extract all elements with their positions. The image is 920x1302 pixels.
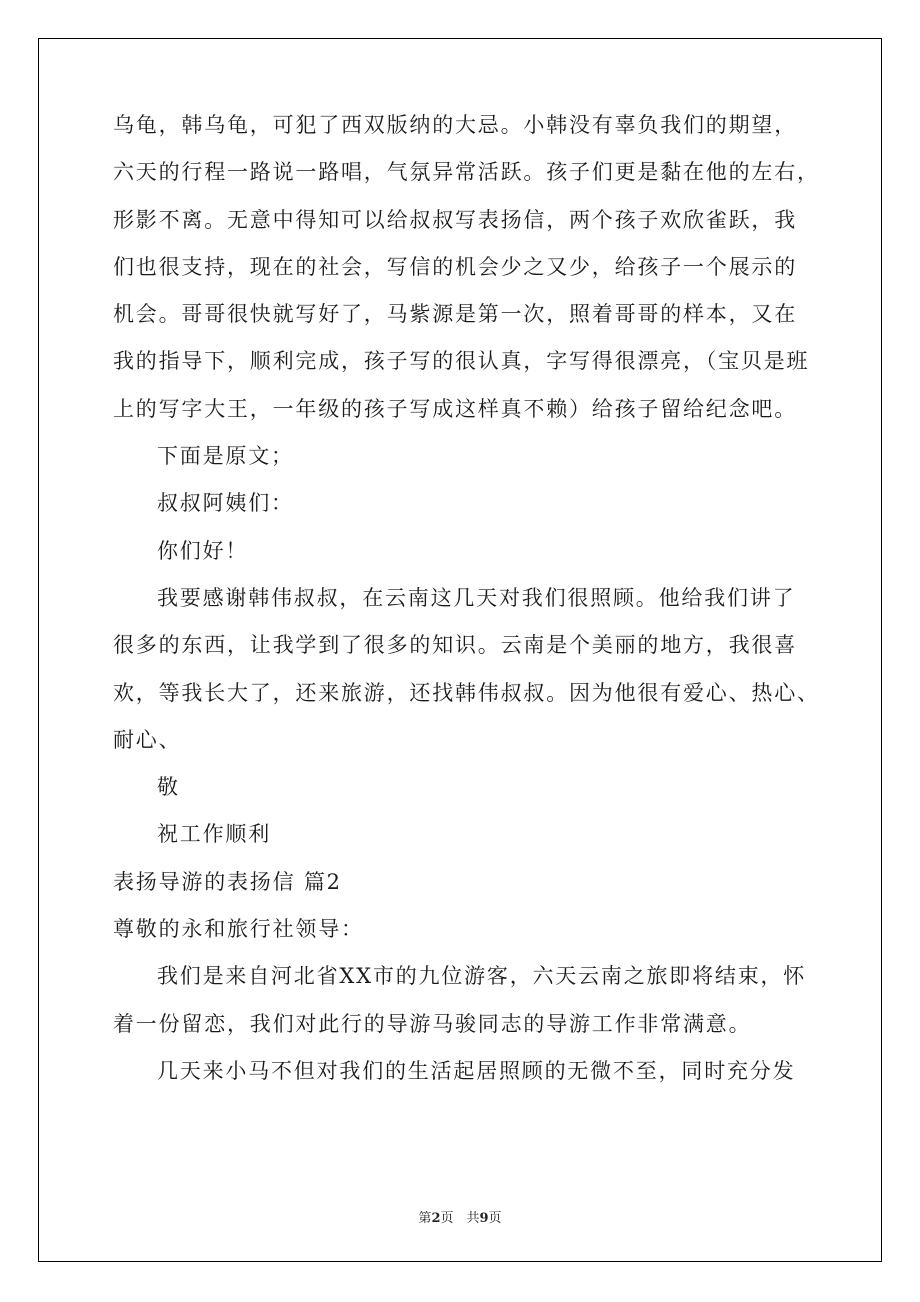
text-line: 敬 [157, 775, 180, 800]
text-line: 表扬导游的表扬信 篇2 [113, 869, 342, 894]
text-line: 机会。哥哥很快就写好了，马紫源是第一次，照着哥哥的样本，又在 [113, 302, 797, 327]
text-line: 几天来小马不但对我们的生活起居照顾的无微不至，同时充分发 [157, 1058, 796, 1083]
text-line: 着一份留恋，我们对此行的导游马骏同志的导游工作非常满意。 [113, 1011, 752, 1036]
text-line: 上的写字大王，一年级的孩子写成这样真不赖）给孩子留给纪念吧。 [113, 396, 797, 421]
text-line: 我要感谢韩伟叔叔，在云南这几天对我们很照顾。他给我们讲了 [157, 585, 796, 610]
text-line: 乌龟，韩乌龟，可犯了西双版纳的大忌。小韩没有辜负我们的期望， [113, 113, 797, 137]
text-line: 你们好！ [157, 538, 249, 563]
document-body [113, 102, 820, 1095]
footer-prefix: 第 [418, 1211, 432, 1226]
text-line: 我的指导下，顺利完成，孩子写的很认真，字写得很漂亮，（宝贝是班 [113, 349, 810, 374]
text-line: 叔叔阿姨们： [157, 491, 294, 516]
text-line: 耐心、 [113, 727, 182, 752]
footer-current-page: 2 [431, 1211, 441, 1226]
text-line: 们也很支持，现在的社会，写信的机会少之又少，给孩子一个展示的 [113, 254, 797, 279]
text-line: 欢，等我长大了，还来旅游，还找韩伟叔叔。因为他很有爱心、热心、 [113, 680, 820, 705]
text-line: 很多的东西，让我学到了很多的知识。云南是个美丽的地方，我很喜 [113, 633, 797, 658]
footer-suffix: 页 [488, 1211, 502, 1226]
page-footer [0, 1207, 920, 1226]
footer-total-pages: 9 [479, 1211, 489, 1226]
text-line: 下面是原文； [157, 444, 294, 469]
text-line: 六天的行程一路说一路唱，气氛异常活跃。孩子们更是黏在他的左右， [113, 160, 820, 185]
text-line: 祝工作顺利 [157, 822, 271, 847]
text-line: 我们是来自河北省XX市的九位游客，六天云南之旅即将结束，怀 [157, 964, 807, 989]
text-line: 尊敬的永和旅行社领导： [113, 917, 364, 942]
footer-mid: 页 共 [440, 1211, 480, 1226]
text-line: 形影不离。无意中得知可以给叔叔写表扬信，两个孩子欢欣雀跃，我 [113, 207, 797, 232]
